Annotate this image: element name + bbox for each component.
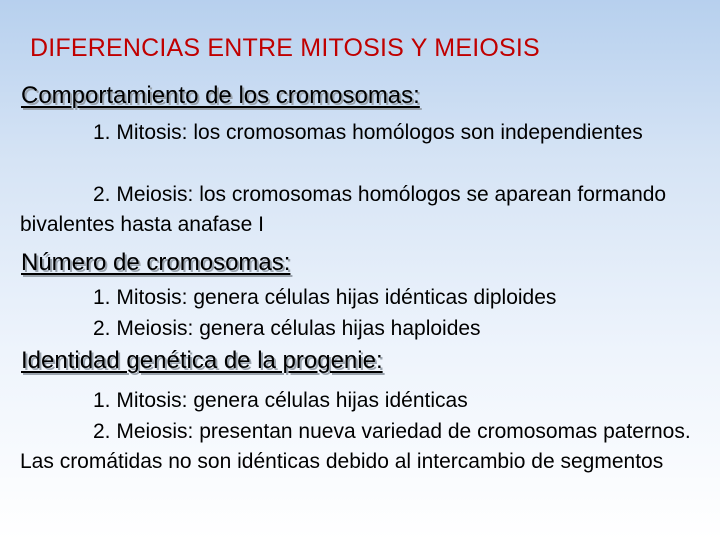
section-heading-genetic-identity: Identidad genética de la progenie:	[21, 347, 383, 374]
list-item-meiosis-number: 2. Meiosis: genera células hijas haploides	[93, 317, 481, 340]
list-item-meiosis-identity: 2. Meiosis: presentan nueva variedad de cromosomas paternos. Las cromátidas no son idénticas debido al intercambio de segmentos	[20, 420, 691, 473]
list-item-mitosis-identity: 1. Mitosis: genera células hijas idénticas	[93, 389, 468, 412]
slide-title: DIFERENCIAS ENTRE MITOSIS Y MEIOSIS	[30, 34, 540, 62]
section-heading-chromosome-number: Número de cromosomas:	[21, 249, 291, 276]
list-item-mitosis-behavior: 1. Mitosis: los cromosomas homólogos son independientes	[93, 121, 643, 144]
section-heading-chromosome-behavior: Comportamiento de los cromosomas:	[21, 82, 420, 109]
list-item-mitosis-number: 1. Mitosis: genera células hijas idénticas diploides	[93, 286, 557, 309]
list-item-meiosis-behavior: 2. Meiosis: los cromosomas homólogos se aparean formando bivalentes hasta anafase I	[20, 183, 667, 236]
